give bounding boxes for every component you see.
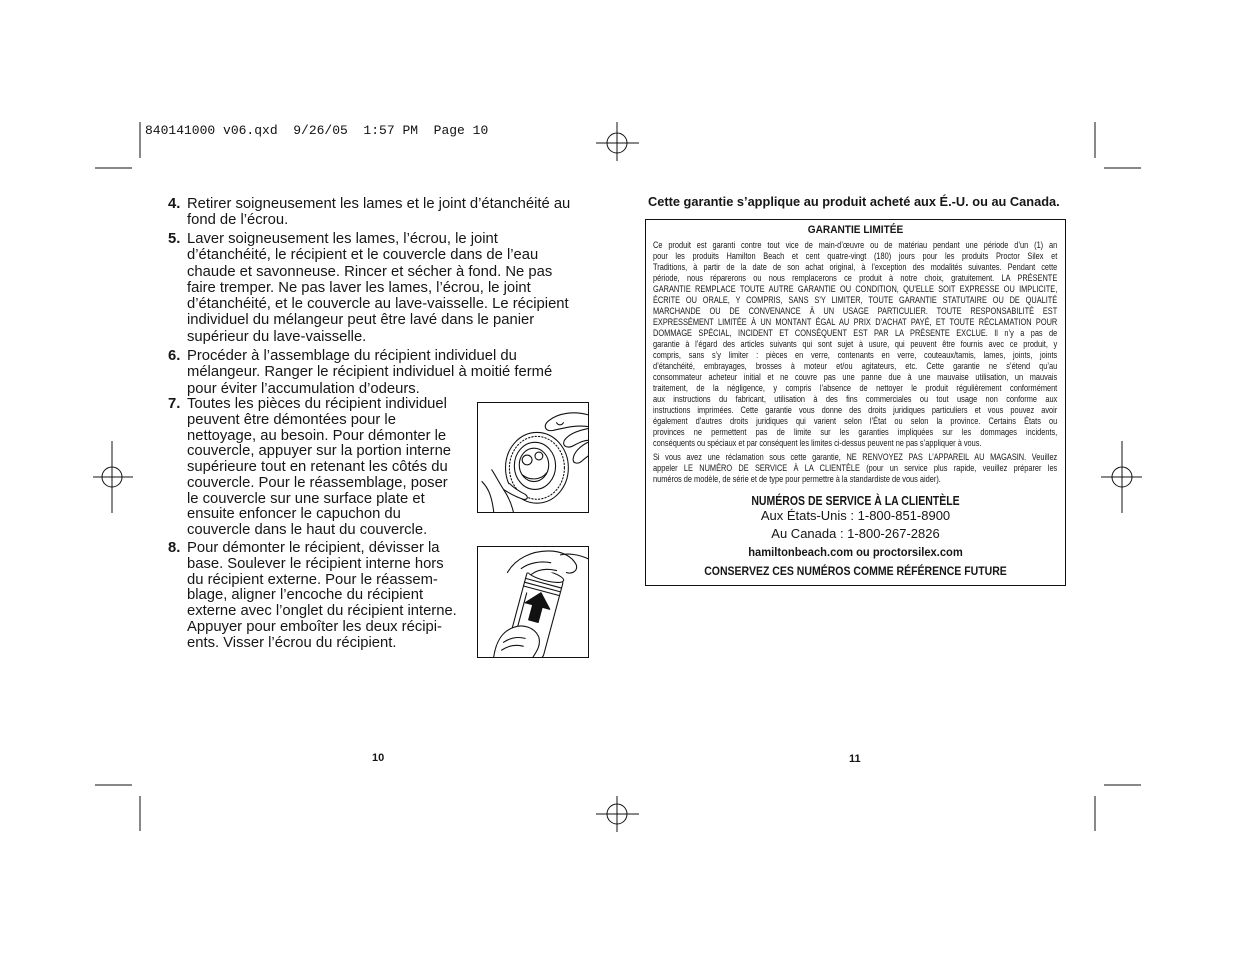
step-text-line: supérieure tout en retenant les côtés du [187,459,448,475]
step-text [187,231,569,345]
keep-numbers-notice: CONSERVEZ CES NUMÉROS COMME RÉFÉRENCE FUTURE [704,563,1007,578]
step-text [187,397,451,539]
crop-mark-top-right [1095,122,1141,168]
warranty-text-line: garantie à l’égard des articles suivants qui sont sujet à usure, qui peuvent être fournis avec ce produit, y [653,338,1058,350]
step-text-line: pour éviter l’accumulation d’odeurs. [187,380,420,397]
step-text-line: ensuite enfoncer le capuchon du [187,506,401,523]
warranty-text-line: Traditions, à partir de la date de son achat original, à l’exception des modalités suivantes. Pendant cette [653,261,1058,273]
file-slug: 840141000 v06.qxd 9/26/05 1:57 PM Page 10 [145,123,489,138]
step-text-line: couvercle dans le haut du couvercle. [187,522,428,538]
warranty-text-line: pour les produits Hamilton Beach et cent quatre-vingt (180) jours pour les produits Proctor Silex et [653,250,1058,262]
step-text [187,196,570,229]
step-text [187,348,552,397]
step-text-line: d’étanchéité, le récipient et le couvercle dans de l’eau [187,247,539,264]
warranty-text-line: conséquents ou spéciaux et par conséquent les limites ci-dessus peuvent ne pas s’appliquer à vous. [653,437,982,449]
step-text-line: Pour démonter le récipient, dévisser la [187,540,440,556]
step-text-line: Toutes les pièces du récipient individuel [187,396,447,412]
step-number: 4. [168,196,181,212]
limited-warranty-box [645,219,1066,586]
warranty-text-line: EXPRESSÉMENT LIMITÉE À UN MONTANT ÉGAL AU PRIX D’ACHAT PAYÉ, ET TOUTE RÉCLAMATION POUR [653,316,1058,328]
warranty-text-line: traitement, de la négligence, y compris l’absence de nettoyer le produit régulièrement conformément [653,382,1058,394]
step-text-line: mélangeur. Ranger le récipient individuel à moitié fermé [187,364,553,381]
warranty-text-line: période, nous réparerons ou nous remplacerons ce produit à notre choix, gratuitement. LA PRÉSENTE [653,272,1058,284]
canada-phone-number: Au Canada : 1-800-267-2826 [771,526,940,541]
warranty-text-line: consommateur acheteur initial et ne couvre pas une panne due à une mauvaise utilisation, un mauvais [653,371,1058,383]
registration-mark-top [596,122,639,161]
warranty-text-line: appeler LE NUMÉRO DE SERVICE À LA CLIENTÈLE (pour un service plus rapide, veuillez préparer les [653,462,1058,474]
step-text [187,541,457,651]
warranty-text-line: d’étanchéité, embrayages, brosses à moteur et/ou agitateurs, etc. Cette garantie ne s’étend qu’au [653,360,1058,372]
step-number: 8. [168,540,181,556]
registration-mark-left [93,441,133,513]
warranty-terms-paragraph [653,240,1057,449]
page-number-right: 11 [849,753,861,765]
registration-mark-right [1101,441,1142,513]
step-text-line: Procéder à l’assemblage du récipient individuel du [187,348,517,364]
step-text-line: faire tremper. Ne pas laver les lames, l’écrou, le joint [187,279,531,296]
step-text-line: ents. Visser l’écrou du récipient. [187,634,397,651]
step-text-line: du récipient externe. Pour le réassem- [187,571,438,588]
step-number: 5. [168,231,181,247]
warranty-text-line: MARCHANDE OU DE CONVENANCE À UN USAGE PARTICULIER. TOUTE RESPONSABILITÉ EST [653,305,1058,317]
hands-separating-container-drawing [478,547,588,657]
crop-mark-bottom-left [95,785,140,831]
step-number: 7. [168,396,181,412]
step-text-line: d’étanchéité, et le couvercle au lave-vaisselle. Le récipient [187,296,569,313]
warranty-text-line: Si vous avez une réclamation sous cette garantie, NE RENVOYEZ PAS L’APPAREIL AU MAGASIN. Veuillez [653,451,1058,463]
step-text-line: couvercle. Pour le réassemblage, poser [187,474,448,491]
step-text-line: Laver soigneusement les lames, l’écrou, le joint [187,231,498,247]
crop-mark-bottom-right [1095,785,1141,831]
registration-mark-bottom [596,796,639,832]
step-text-line: blage, aligner l’encoche du récipient [187,587,424,604]
step-text-line: base. Soulever le récipient interne hors [187,555,444,572]
step-text-line: chaude et savonneuse. Rincer et sécher à fond. Ne pas [187,263,553,280]
warranty-text-line: compris, sans s’y limiter : pièces en verre, contenants en verre, couteaux/tamis, lames, joints, joints [653,349,1058,361]
hands-holding-lid-drawing [478,403,588,512]
step-text-line: Appuyer pour emboîter les deux récipi- [187,618,442,635]
warranty-claim-paragraph [653,452,1057,485]
warranty-title: GARANTIE LIMITÉE [807,224,904,236]
warranty-text-line: DOMMAGE SPÉCIAL, INCIDENT ET CONSÉQUENT EST PAR LA PRÉSENTE EXCLUE. Il n’y a pas de [653,327,1058,339]
page-number-left: 10 [372,752,385,764]
step-text-line: Retirer soigneusement les lames et le joint d’étanchéité au [187,196,571,212]
crop-mark-top-left [95,122,140,168]
step-text-line: externe avec l’onglet du récipient interne. [187,603,457,619]
step-number: 6. [168,348,181,364]
warranty-text-line: ÉCRITE OU ORALE, Y COMPRIS, SANS S’Y LIMITER, TOUTE GARANTIE STATUTAIRE OU DE QUALITÉ [653,294,1058,306]
warranty-text-line: aux instructions du fabricant, utilisation à des fins commerciales ou tout usage non conforme aux [653,393,1058,405]
us-phone-number: Aux États-Unis : 1-800-851-8900 [760,508,951,523]
step-text-line: supérieur du lave-vaisselle. [187,328,367,345]
step-text-line: nettoyage, au besoin. Pour démonter le [187,427,447,444]
warranty-text-line: provinces ne permettent pas de limite sur les garanties impliquées sur les dommages incidents, [653,426,1058,438]
step-text-line: individuel du mélangeur peut être lavé dans le panier [187,312,535,329]
customer-service-heading: NUMÉROS DE SERVICE À LA CLIENTÈLE [751,493,960,508]
warranty-text-line: Ce produit est garanti contre tout vice de main-d’œuvre ou de matériau pendant une période d’un (1) an [653,239,1058,251]
warranty-text-line: numéros de modèle, de série et de type pour permettre à la standardiste de vous aider). [653,473,941,485]
step-text-line: couvercle, appuyer sur la portion interne [187,443,452,460]
warranty-scope-heading: Cette garantie s’applique au produit acheté aux É.-U. ou au Canada. [648,194,1060,209]
container-disassembly-illustration [477,546,589,658]
step-text-line: le couvercle sur une surface plate et [187,490,425,507]
warranty-text-line: également d’autres droits juridiques qui varient selon l’État ou selon la province. Certains États ou [653,415,1058,427]
warranty-text-line: instructions imprimées. Cette garantie vous donne des droits juridiques particuliers et vous pouvez avoir [653,404,1058,416]
step-text-line: peuvent être démontées pour le [187,411,396,428]
websites: hamiltonbeach.com ou proctorsilex.com [748,544,963,559]
warranty-text-line: GARANTIE REMPLACE TOUTE AUTRE GARANTIE OU CONDITION, QU’ELLE SOIT EXPRESSE OU IMPLICITE, [653,283,1058,295]
step-text-line: fond de l’écrou. [187,212,289,229]
lid-disassembly-illustration [477,402,589,513]
